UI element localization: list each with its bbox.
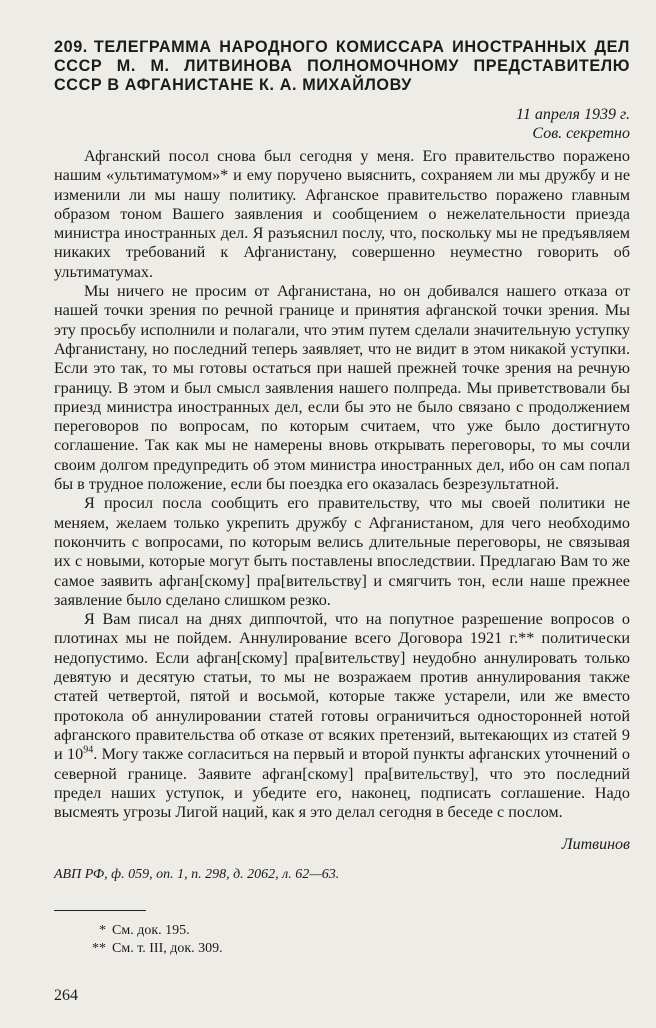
paragraph-4: [54, 610, 630, 822]
paragraph-2: Мы ничего не просим от Афганистана, но он добивался нашего отказа от нашей точки зрения по речной границе и принятия афганской точки зрения. Мы эту просьбу исполнили и полагали, что этим путем сделали значительную уступку Афганистану, но последний теперь заявляет, что не видит в этом никакой уступки. Если это так, то мы готовы остаться при нашей прежней точке зрения на речную границу. В этом и был смысл заявления нашего полпреда. Мы приветствовали бы приезд министра иностранных дел, если бы это не было связано с продолжением переговоров по вопросам, по которым считаем, что уже было достигнуто соглашение. Так как мы не намерены вновь открывать переговоры, то мы сочли своим долгом предупредить об этом министра иностранных дел, ибо он сам попал бы в трудное положение, если бы поездка его оказалась безрезультатной.: [54, 282, 630, 494]
signature: Литвинов: [561, 836, 630, 854]
document-date: 11 апреля 1939 г.: [516, 106, 630, 123]
paragraph-4-part-2: . Могу также согласиться на первый и второй пункты афганских уточнений о северной границе. Заявите афган[скому] пра[вительству], что это последний предел наших уступок, и убедите его, наконец, подписать соглашение. Надо высмеять угрозы Лигой наций, как я это делал сегодня в беседе с послом.: [54, 745, 630, 822]
paragraph-4-part-1: Я Вам писал на днях диппочтой, что на попутное разрешение вопросов о плотинах мы не пойдем. Аннулирование всего Договора 1921 г.** политически недопустимо. Если афган[скому] пра[вительству] неудобно аннулировать только девятую и десятую статьи, то мы не возражаем против аннулирования также статей четвертой, пятой и восьмой, которые также устарели, или же вместо протокола об аннулировании статей готовы ограничиться односторонней нотой афганского правительства об отказе от всяких претензий, вытекающих из статей 9 и 10: [54, 610, 630, 764]
paragraph-3: Я просил посла сообщить его правительству, что мы своей политики не меняем, желаем только укрепить дружбу с Афганистаном, для чего необходимо покончить с вопросами, по которым велись длительные переговоры, не связывая их с новыми, которые могут быть поставлены впоследствии. Предлагаю Вам то же самое заявить афган[скому] пра[вительству] и смягчить тон, если наше прежнее заявление было сделано слишком резко.: [54, 494, 630, 609]
document-number: 209.: [54, 38, 88, 56]
archive-reference: АВП РФ, ф. 059, оп. 1, п. 298, д. 2062, л. 62—63.: [54, 867, 340, 883]
document-body: [54, 147, 630, 822]
endnote-reference: 94: [83, 744, 94, 756]
document-title-text: ТЕЛЕГРАММА НАРОДНОГО КОМИССАРА ИНОСТРАННЫХ ДЕЛ СССР М. М. ЛИТВИНОВА ПОЛНОМОЧНОМУ ПРЕДСТАВИТЕЛЮ СССР В АФГАНИСТАНЕ К. А. МИХАЙЛОВУ: [54, 38, 630, 94]
footnote-text: См. т. III, док. 309.: [112, 941, 223, 957]
date-block: [54, 105, 630, 143]
footnote-mark: *: [99, 923, 106, 939]
paragraph-1: Афганский посол снова был сегодня у меня. Его правительство поражено нашим «ультиматумом»* и ему поручено выяснить, сохраняем ли мы дружбу и не изменили ли мы нашу политику. Афганское правительство поражено главным образом тоном Вашего заявления и сообщением о нежелательности приезда министра иностранных дел. Я разъяснил послу, что, поскольку мы не предъявляем никаких требований к Афганистану, совершенно неуместно говорить об ультиматумах.: [54, 147, 630, 281]
classification-label: Сов. секретно: [532, 125, 630, 142]
document-title: [54, 38, 630, 95]
page-number: 264: [54, 987, 78, 1004]
footnote-divider: [54, 910, 146, 911]
footnote: [86, 922, 630, 940]
footnote-text: См. док. 195.: [112, 923, 190, 939]
footnote-mark: **: [92, 941, 106, 957]
footnotes: [54, 922, 630, 958]
footnote: [86, 940, 630, 958]
